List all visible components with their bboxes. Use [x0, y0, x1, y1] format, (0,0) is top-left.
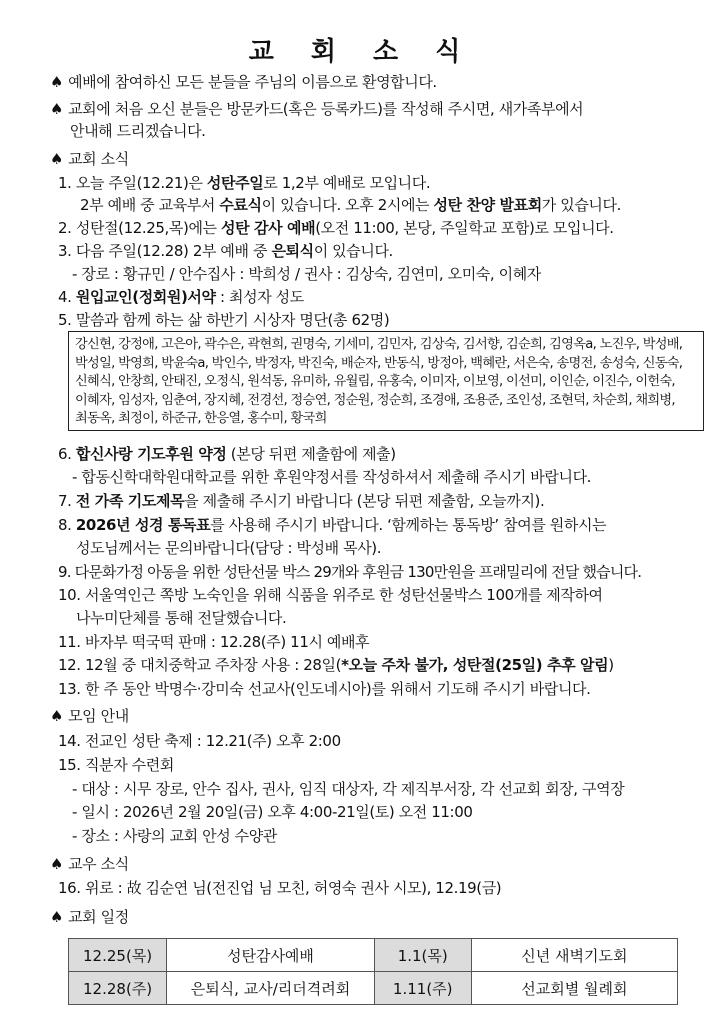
- section-header-meetings: ♠ 모임 안내: [50, 707, 129, 725]
- section-header-members: ♠ 교우 소식: [50, 855, 129, 873]
- news-item-1-detail: 2부 예배 중 교육부서 수료식이 있습니다. 오후 2시에는 성탄 찬양 발표회가 있습니다.: [80, 196, 621, 214]
- news-item-13: 13. 한 주 동안 박명수·강미숙 선교사(인도네시아)를 위해서 기도해 주시기 바랍니다.: [58, 680, 591, 698]
- news-item-12: 12. 12월 중 대치중학교 주차장 사용 : 28일(*오늘 주차 불가, 성탄절(25일) 추후 알림): [58, 656, 614, 674]
- news-item-2: 2. 성탄절(12.25,목)에는 성탄 감사 예배(오전 11:00, 본당, 주일학교 포함)로 모입니다.: [58, 219, 614, 237]
- news-item-6-detail: - 합동신학대학원대학교를 위한 후원약정서를 작성하셔서 제출해 주시기 바랍니다.: [72, 468, 592, 486]
- schedule-row: [69, 972, 678, 1005]
- schedule-date: 1.1(목): [374, 939, 471, 972]
- page-title: 교 회 소 식: [248, 37, 475, 67]
- news-item-3: 3. 다음 주일(12.28) 2부 예배 중 은퇴식이 있습니다.: [58, 242, 393, 260]
- news-item-10-detail: 나누미단체를 통해 전달했습니다.: [76, 609, 287, 627]
- spade-icon: ♠: [50, 150, 64, 168]
- meeting-item-15-date: - 일시 : 2026년 2월 20일(금) 오후 4:00-21일(토) 오전 11:00: [72, 803, 473, 821]
- news-item-9: 9. 다문화가정 아동을 위한 성탄선물 박스 29개와 후원금 130만원을 프래밀리에 전달 했습니다.: [58, 563, 642, 581]
- visitor-card-line-cont: 안내해 드리겠습니다.: [70, 122, 206, 140]
- schedule-event: 은퇴식, 교사/리더격려회: [167, 972, 375, 1005]
- spade-icon: ♠: [50, 855, 64, 873]
- spade-icon: ♠: [50, 100, 64, 118]
- spade-icon: ♠: [50, 908, 64, 926]
- schedule-event: 성탄감사예배: [167, 939, 375, 972]
- meeting-item-15: 15. 직분자 수련회: [58, 756, 174, 774]
- news-item-8-detail: 성도님께서는 문의바랍니다(담당 : 박성배 목사).: [76, 539, 382, 557]
- news-item-7: 7. 전 가족 기도제목을 제출해 주시기 바랍니다 (본당 뒤편 제출함, 오늘까지).: [58, 492, 545, 510]
- meeting-item-14: 14. 전교인 성탄 축제 : 12.21(주) 오후 2:00: [58, 732, 341, 750]
- member-item-16: 16. 위로 : 故 김순연 님(전진업 님 모친, 허영숙 권사 시모), 12.19(금): [58, 879, 502, 897]
- news-item-8: 8. 2026년 성경 통독표를 사용해 주시기 바랍니다. ‘함께하는 통독방’ 참여를 원하시는: [58, 516, 607, 534]
- schedule-date: 12.25(목): [69, 939, 167, 972]
- spade-icon: ♠: [50, 707, 64, 725]
- news-item-5: 5. 말씀과 함께 하는 삶 하반기 시상자 명단(총 62명): [58, 311, 390, 329]
- schedule-event: 신년 새벽기도회: [471, 939, 677, 972]
- schedule-event: 선교회별 월례회: [471, 972, 677, 1005]
- schedule-table: [68, 938, 678, 1005]
- visitor-card-line: ♠ 교회에 처음 오신 분들은 방문카드(혹은 등록카드)를 작성해 주시면, 새가족부에서: [50, 100, 584, 118]
- news-item-11: 11. 바자부 떡국떡 판매 : 12.28(주) 11시 예배후: [58, 633, 370, 651]
- news-item-4: 4. 원입교인(정회원)서약 : 최성자 성도: [58, 288, 304, 306]
- section-header-schedule: ♠ 교회 일정: [50, 908, 129, 926]
- spade-icon: ♠: [50, 73, 64, 91]
- schedule-date: 12.28(주): [69, 972, 167, 1005]
- meeting-item-15-target: - 대상 : 시무 장로, 안수 집사, 권사, 임직 대상자, 각 제직부서장, 각 선교회 회장, 구역장: [72, 780, 625, 798]
- news-item-6: 6. 합신사랑 기도후원 약정 (본당 뒤편 제출함에 제출): [58, 445, 396, 463]
- news-item-10: 10. 서울역인근 쪽방 노숙인을 위해 식품을 위주로 한 성탄선물박스 100개를 제작하여: [58, 586, 603, 604]
- section-header-news: ♠ 교회 소식: [50, 150, 129, 168]
- news-item-1: 1. 오늘 주일(12.21)은 성탄주일로 1,2부 예배로 모입니다.: [58, 174, 431, 192]
- schedule-row: [69, 939, 678, 972]
- award-names-box: 강신현, 강정애, 고은아, 곽수은, 곽현희, 권명숙, 기세미, 김민자, 김상숙, 김서향, 김순희, 김영옥a, 노진우, 박성배, 박성일, 박영희, 박윤숙a, 박인수, 박정자, 박진숙, 배순자, 반동식, 방정아, 백혜란, 서은숙, 송명전, 송성숙, 신동숙, 신혜식, 안창희, 안태진, 오정식, 원석동, 유미하, 유월림, 유홍숙, 이미자, 이보영, 이선미, 이인순, 이진수, 이헌숙, 이혜자, 임성자, 임춘여, 장지혜, 전경선, 정승연, 정순원, 정순희, 조경애, 조용준, 조인성, 조현덕, 차순희, 채희병, 최동옥, 최정이, 하준규, 한응열, 홍수미, 황국희: [68, 331, 704, 431]
- news-item-3-detail: - 장로 : 황규민 / 안수집사 : 박희성 / 권사 : 김상숙, 김연미, 오미숙, 이혜자: [72, 265, 541, 283]
- schedule-date: 1.11(주): [374, 972, 471, 1005]
- welcome-line: ♠ 예배에 참여하신 모든 분들을 주님의 이름으로 환영합니다.: [50, 73, 437, 91]
- meeting-item-15-place: - 장소 : 사랑의 교회 안성 수양관: [72, 827, 277, 845]
